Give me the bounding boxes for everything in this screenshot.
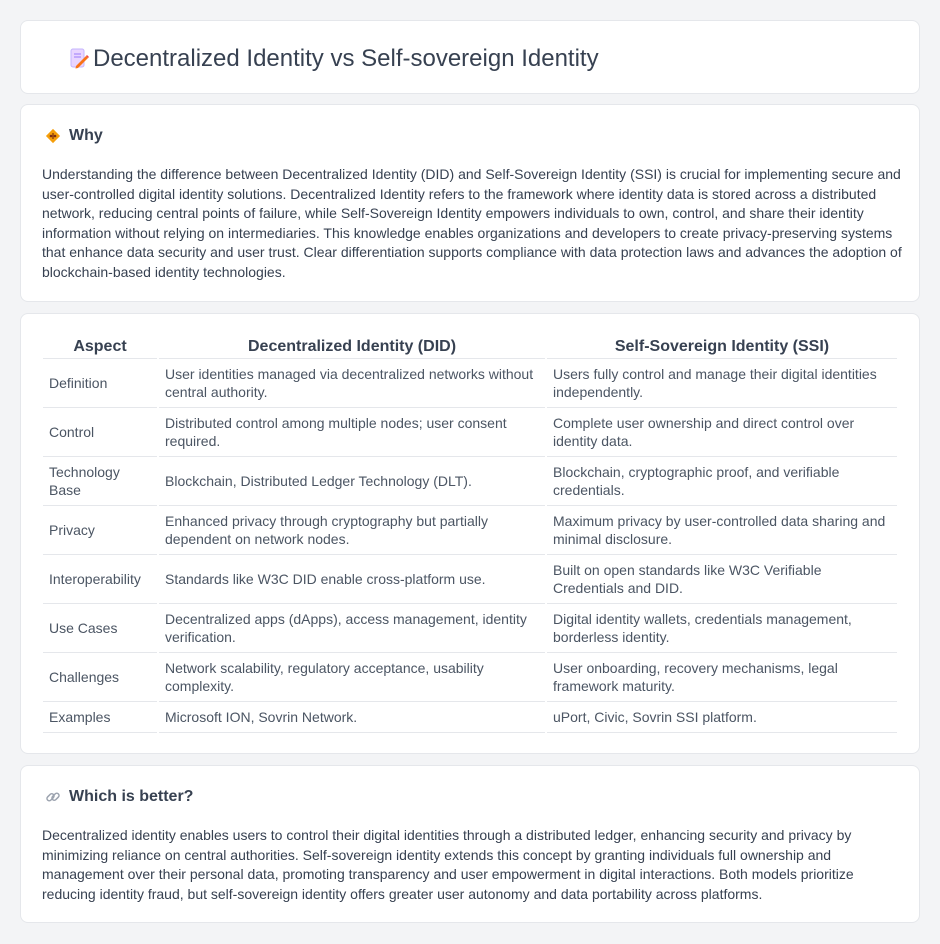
ssi-cell: Digital identity wallets, credentials management, borderless identity. [547, 604, 897, 653]
header-did: Decentralized Identity (DID) [159, 334, 545, 359]
document-pencil-icon [67, 47, 91, 71]
which-better-text: Decentralized identity enables users to control their digital identities through a distributed ledger, enhancing security and privacy by minimizing reliance on central authorities. Self-sovereign identity extends this concept by granting individuals full ownership and management over their personal data, promoting transparency and user empowerment in digital interactions. Both models prioritize reducing identity fraud, but self-sovereign identity offers greater user autonomy and data portability across platforms. [42, 827, 854, 902]
did-cell: Enhanced privacy through cryptography but partially dependent on network nodes. [159, 506, 545, 555]
aspect-cell: Technology Base [43, 457, 157, 506]
table-row [43, 702, 897, 733]
did-cell: Decentralized apps (dApps), access management, identity verification. [159, 604, 545, 653]
ssi-cell: User onboarding, recovery mechanisms, legal framework maturity. [547, 653, 897, 702]
did-cell: Blockchain, Distributed Ledger Technology (DLT). [159, 457, 545, 506]
why-heading [45, 127, 103, 145]
which-better-section [20, 765, 920, 923]
link-icon [45, 789, 61, 805]
header-ssi: Self-Sovereign Identity (SSI) [547, 334, 897, 359]
did-cell: User identities managed via decentralized networks without central authority. [159, 359, 545, 408]
did-cell: Microsoft ION, Sovrin Network. [159, 702, 545, 733]
aspect-cell: Definition [43, 359, 157, 408]
ssi-cell: Users fully control and manage their digital identities independently. [547, 359, 897, 408]
comparison-card [20, 313, 920, 754]
did-cell: Standards like W3C DID enable cross-platform use. [159, 555, 545, 604]
ssi-cell: uPort, Civic, Sovrin SSI platform. [547, 702, 897, 733]
table-row [43, 604, 897, 653]
comparison-table [41, 334, 899, 733]
table-row [43, 506, 897, 555]
why-title: Why [69, 127, 103, 144]
ssi-cell: Complete user ownership and direct control over identity data. [547, 408, 897, 457]
header-aspect: Aspect [43, 334, 157, 359]
aspect-cell: Control [43, 408, 157, 457]
aspect-cell: Examples [43, 702, 157, 733]
which-better-title: Which is better? [69, 788, 194, 805]
why-text: Understanding the difference between Decentralized Identity (DID) and Self-Sovereign Identity (SSI) is crucial for implementing secure and user-controlled digital identity solutions. Decentralized Identity refers to the framework where identity data is stored across a distributed network, reducing central points of failure, while Self-Sovereign Identity empowers individuals to own, control, and share their identity information without relying on intermediaries. This knowledge enables organizations and developers to create privacy-preserving systems that enhance data security and user trust. Clear differentiation supports compliance with data protection laws and advances the adoption of blockchain-based identity technologies. [42, 166, 902, 280]
did-cell: Network scalability, regulatory acceptance, usability complexity. [159, 653, 545, 702]
aspect-cell: Use Cases [43, 604, 157, 653]
aspect-cell: Challenges [43, 653, 157, 702]
which-better-heading [45, 788, 193, 806]
did-cell: Distributed control among multiple nodes; user consent required. [159, 408, 545, 457]
header-card [20, 20, 920, 94]
page-title: Decentralized Identity vs Self-sovereign Identity [93, 45, 599, 72]
ssi-cell: Built on open standards like W3C Verifiable Credentials and DID. [547, 555, 897, 604]
table-header-row [43, 334, 897, 359]
table-row [43, 457, 897, 506]
aspect-cell: Interoperability [43, 555, 157, 604]
aspect-cell: Privacy [43, 506, 157, 555]
table-row [43, 408, 897, 457]
why-section [20, 104, 920, 302]
ssi-cell: Blockchain, cryptographic proof, and verifiable credentials. [547, 457, 897, 506]
ssi-cell: Maximum privacy by user-controlled data sharing and minimal disclosure. [547, 506, 897, 555]
table-row [43, 555, 897, 604]
table-row [43, 359, 897, 408]
diamond-sign-icon [45, 128, 61, 144]
table-row [43, 653, 897, 702]
